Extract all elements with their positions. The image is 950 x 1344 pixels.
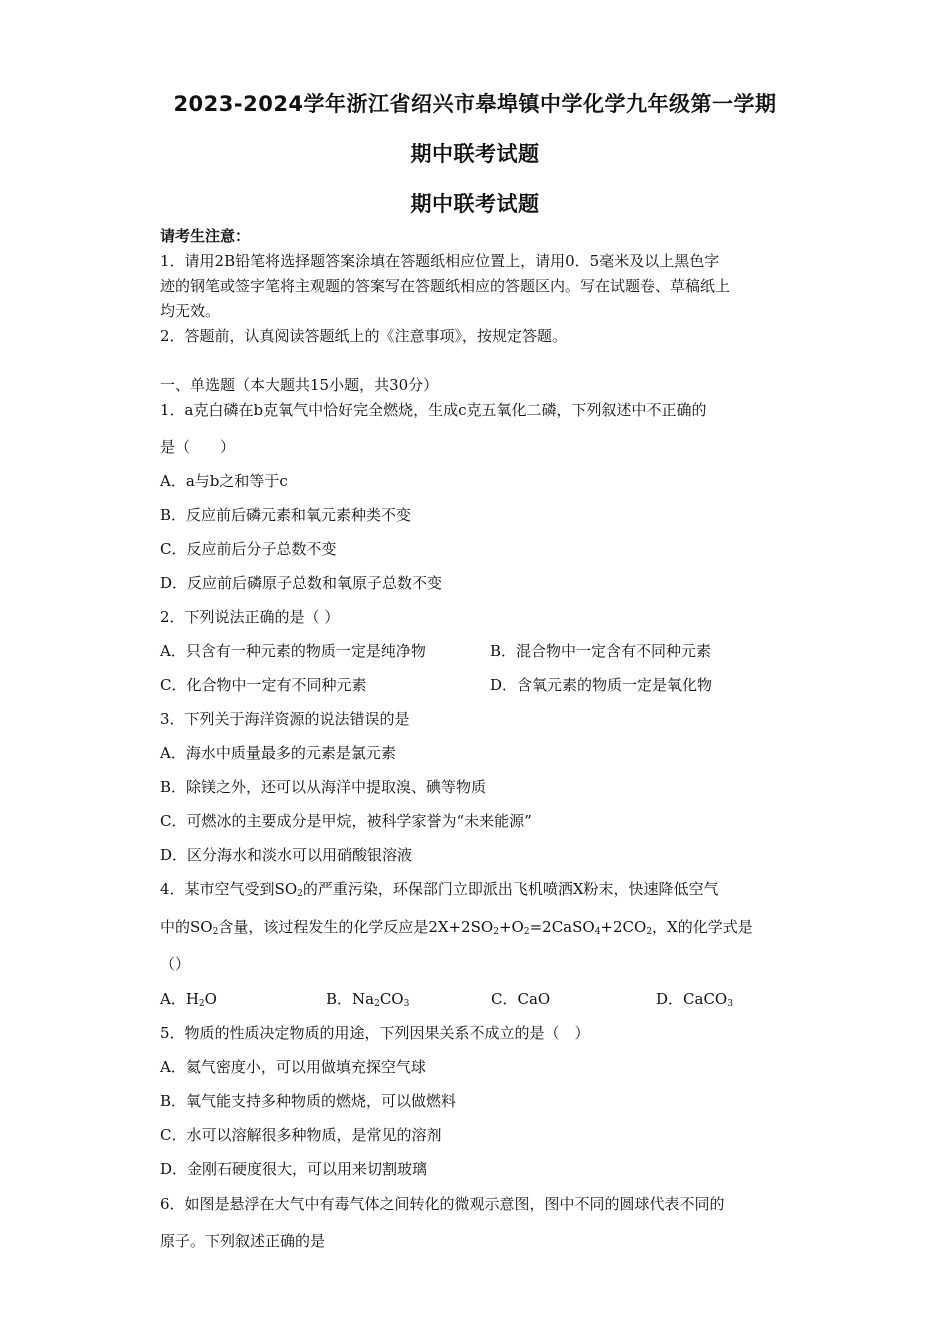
q5-option-d: D．金刚石硬度很大，可以用来切割玻璃 [160,1160,428,1178]
q4-subscript: 2 [646,927,653,937]
q2-stem: 2．下列说法正确的是（ ） [160,608,340,626]
q4-option-subscript: 3 [727,999,733,1009]
title-line-3: 期中联考试题 [410,192,540,216]
q2-option-a: A．只含有一种元素的物质一定是纯净物 [160,642,426,660]
q4-stem-line-1 [160,879,719,899]
q5-stem: 5．物质的性质决定物质的用途，下列因果关系不成立的是（ ） [160,1024,590,1042]
title-line-2: 期中联考试题 [410,142,540,166]
q2-option-b: B．混合物中一定含有不同种元素 [490,642,712,660]
q4-text: 4．某市空气受到SO [160,880,298,898]
q3-option-c: C．可燃冰的主要成分是甲烷，被科学家誉为“未来能源” [160,812,532,830]
q1-option-b: B．反应前后磷元素和氧元素种类不变 [160,506,412,524]
q4-stem-line-3: （） [160,955,191,973]
q4-option-a [160,989,217,1009]
q4-subscript: 2 [212,927,219,937]
q4-text: =2CaSO [529,918,595,936]
q2-option-d: D．含氧元素的物质一定是氧化物 [490,676,713,694]
q4-option-text: O [204,990,217,1008]
title-line-1: 2023-2024学年浙江省绍兴市皋埠镇中学化学九年级第一学期 [173,92,777,116]
q1-option-c: C．反应前后分子总数不变 [160,540,337,558]
q4-option-d [656,989,733,1009]
q2-option-c: C．化合物中一定有不同种元素 [160,676,367,694]
q6-stem-line-1: 6．如图是悬浮在大气中有毒气体之间转化的微观示意图，图中不同的圆球代表不同的 [160,1195,725,1213]
q1-option-d: D．反应前后磷原子总数和氧原子总数不变 [160,574,443,592]
q4-option-b [326,989,409,1009]
q4-option-text: A．H [160,990,199,1008]
q4-text: 的严重污染，环保部门立即派出飞机喷洒X粉末，快速降低空气 [302,880,719,898]
q1-stem-line-2: 是（ ） [160,438,236,456]
q5-option-b: B．氧气能支持多种物质的燃烧，可以做燃料 [160,1092,457,1110]
q4-text: +O [498,918,524,936]
q4-subscript: 2 [297,889,303,899]
q4-option-subscript: 2 [198,999,205,1009]
q4-subscript: 2 [523,927,530,937]
q4-option-text: D．CaCO [656,990,728,1008]
q4-stem-line-2 [160,917,753,937]
q3-option-b: B．除镁之外，还可以从海洋中提取溴、碘等物质 [160,778,487,796]
q4-option-c: C．CaO [491,990,551,1008]
q4-text: 中的SO [160,918,213,936]
q4-subscript: 2 [493,927,499,937]
q4-option-text: B．Na [326,990,375,1008]
notice-item-1-line-2: 迹的钢笔或签字笔将主观题的答案写在答题纸相应的答题区内。写在试题卷、草稿纸上 [160,277,731,295]
q5-option-a: A．氦气密度小，可以用做填充探空气球 [160,1058,426,1076]
section-1-heading: 一、单选题（本大题共15小题，共30分） [160,376,439,394]
q4-text: 含量，该过程发生的化学反应是2X+2SO [218,918,494,936]
q1-stem-line-1: 1．a克白磷在b克氧气中恰好完全燃烧，生成c克五氧化二磷，下列叙述中不正确的 [160,401,707,419]
notice-heading: 请考生注意： [160,227,251,245]
notice-item-1-line-1: 1．请用2B铅笔将选择题答案涂填在答题纸相应位置上，请用0．5毫米及以上黑色字 [160,252,720,270]
q3-option-a: A．海水中质量最多的元素是氯元素 [160,744,396,762]
q4-text: ，X的化学式是 [652,918,753,936]
q1-option-a: A．a与b之和等于c [160,472,288,490]
q4-subscript: 4 [594,927,601,937]
q4-option-subscript: 2 [374,999,380,1009]
q4-option-subscript: 3 [403,999,410,1009]
q4-text: +2CO [600,918,647,936]
q5-option-c: C．水可以溶解很多种物质，是常见的溶剂 [160,1126,442,1144]
q6-stem-line-2: 原子。下列叙述正确的是 [160,1232,326,1250]
notice-item-1-line-3: 均无效。 [160,302,221,320]
q3-stem: 3．下列关于海洋资源的说法错误的是 [160,710,410,728]
notice-item-2: 2．答题前，认真阅读答题纸上的《注意事项》，按规定答题。 [160,327,568,345]
q3-option-d: D．区分海水和淡水可以用硝酸银溶液 [160,846,413,864]
q4-option-text: CO [379,990,404,1008]
